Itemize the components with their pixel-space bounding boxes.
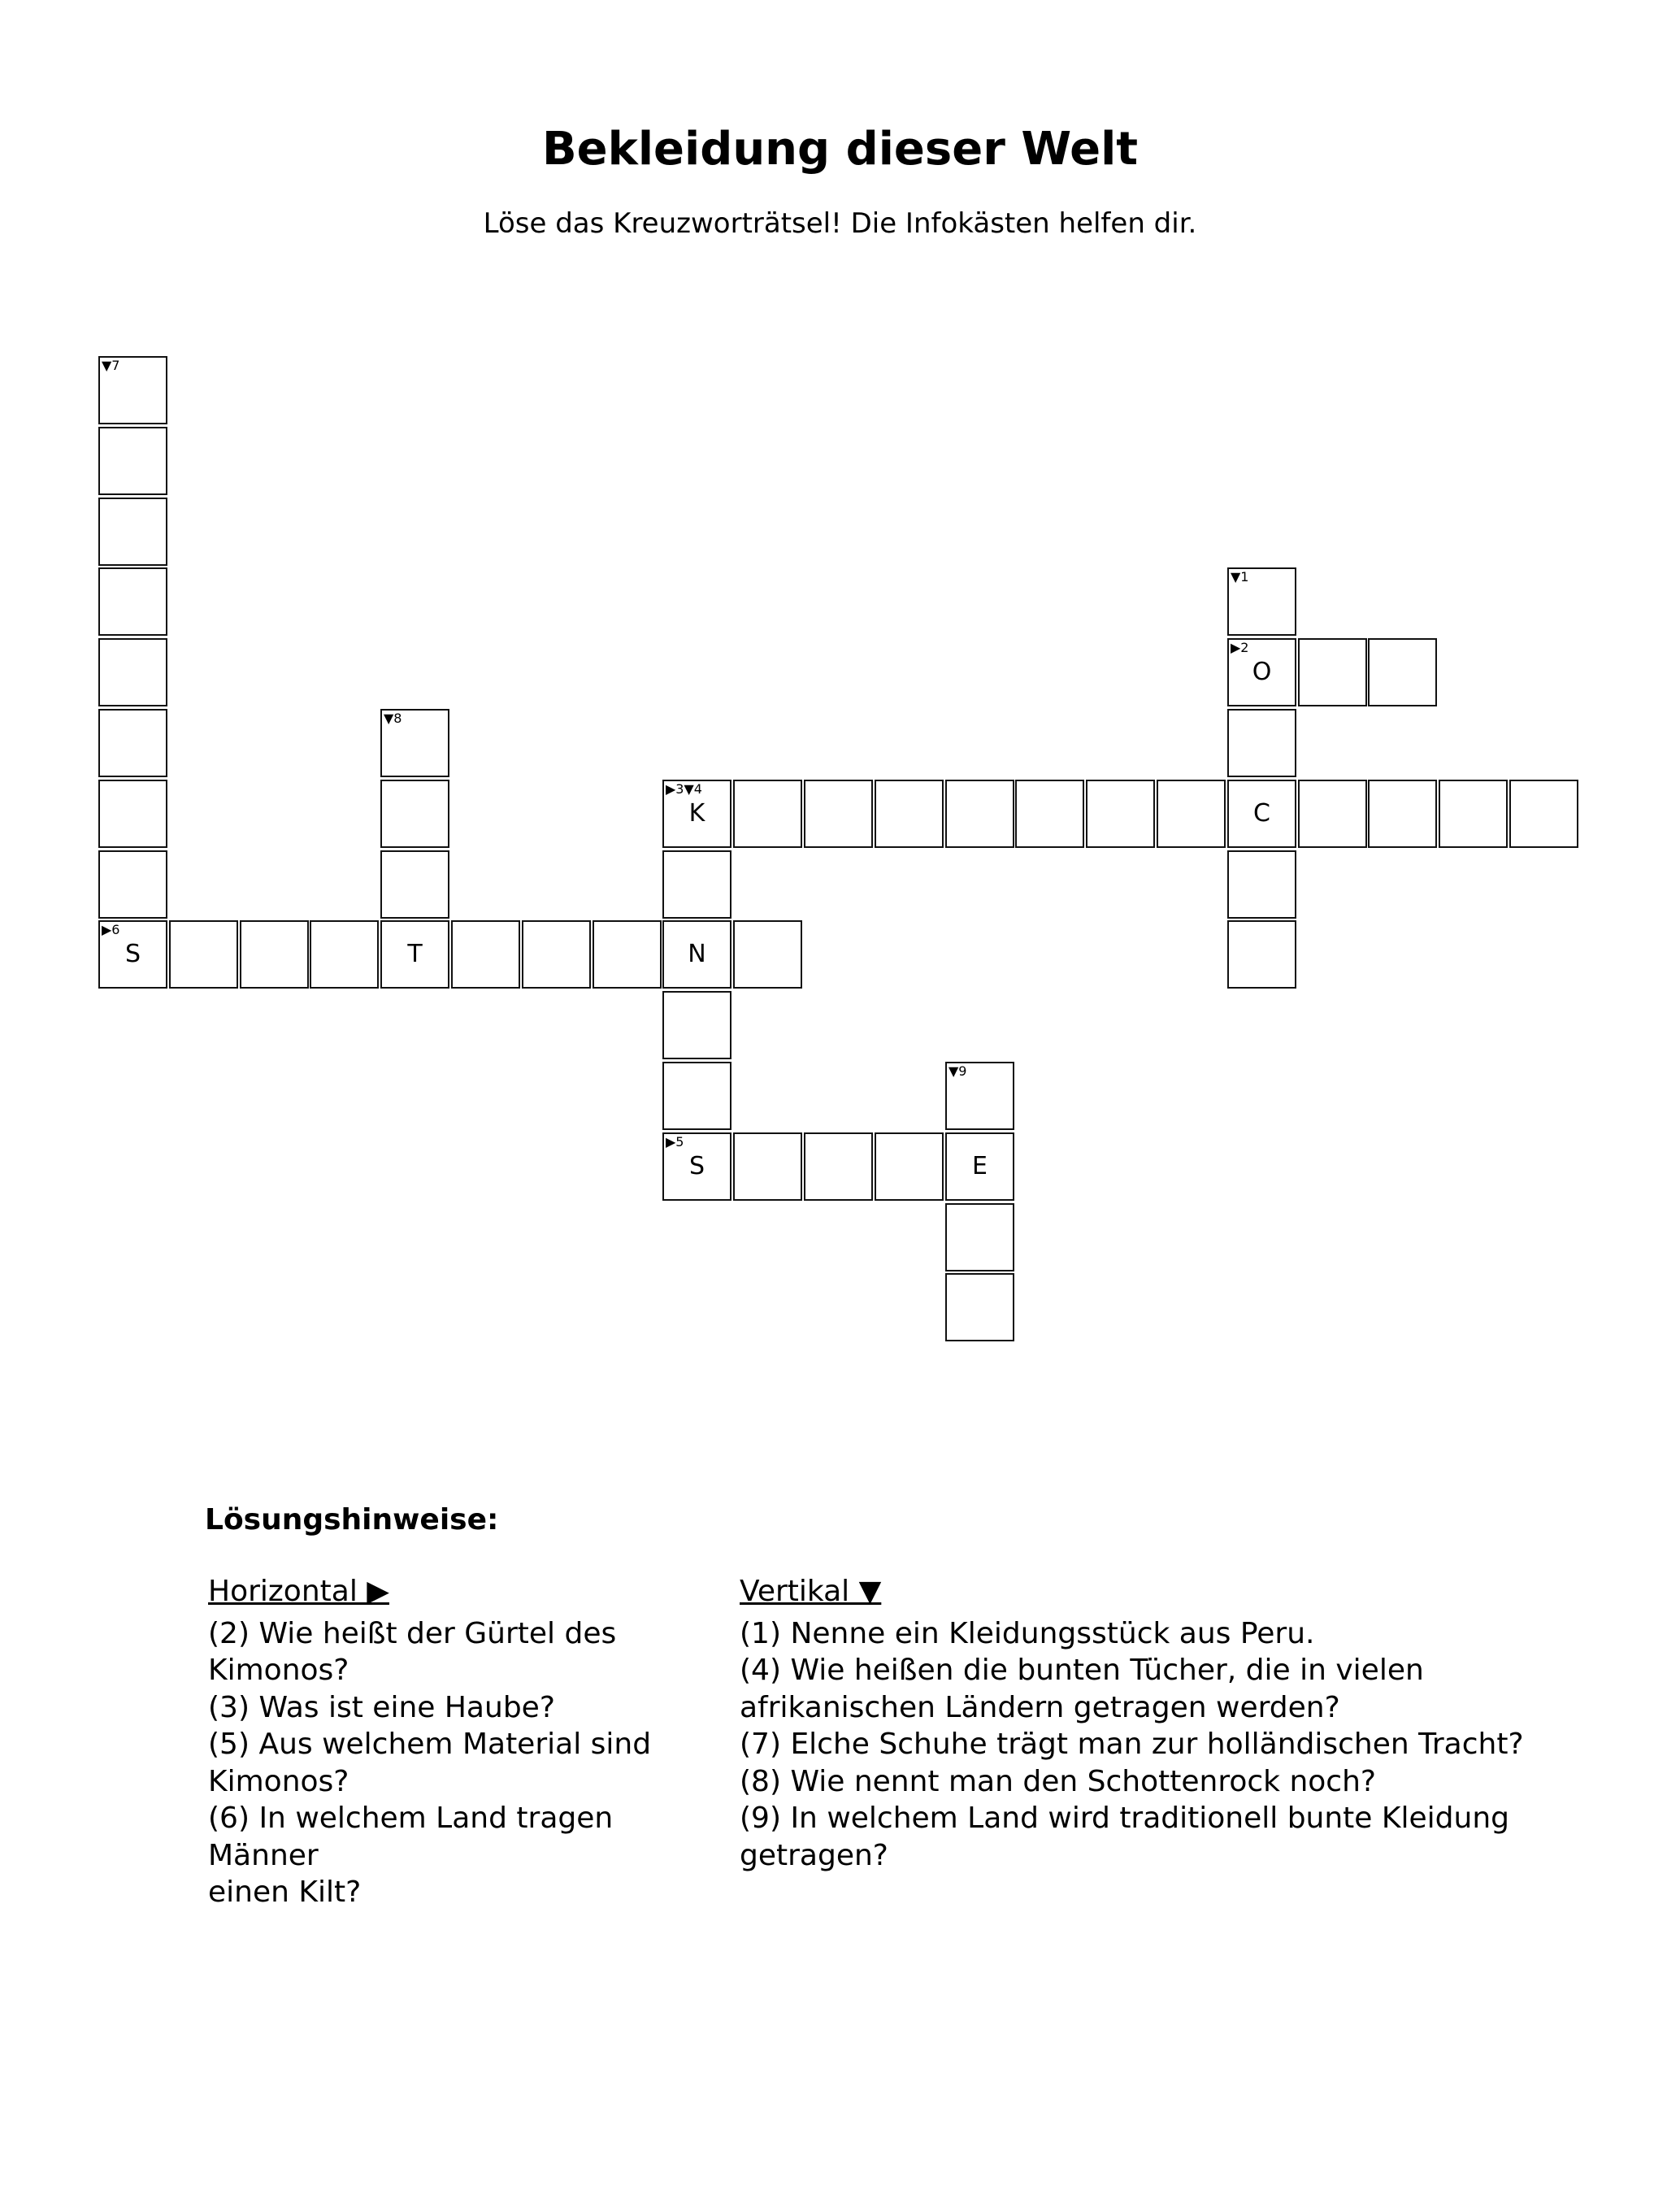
crossword-cell[interactable] xyxy=(945,1132,1014,1201)
clue-number: ▶3▼4 xyxy=(666,781,702,797)
crossword-cell[interactable] xyxy=(662,991,731,1059)
crossword-cell[interactable] xyxy=(98,498,167,566)
cell-letter: S xyxy=(688,1152,705,1180)
crossword-cell[interactable] xyxy=(1368,780,1437,848)
crossword-cell[interactable] xyxy=(98,567,167,636)
cell-letter: C xyxy=(1253,799,1270,828)
crossword-cell[interactable] xyxy=(1227,638,1296,706)
cell-letter: S xyxy=(124,940,141,968)
crossword-cell[interactable] xyxy=(1509,780,1578,848)
clue-number: ▶6 xyxy=(102,922,120,937)
clue-number: ▶2 xyxy=(1231,640,1249,655)
crossword-cell[interactable] xyxy=(1298,638,1367,706)
cell-letter: O xyxy=(1252,658,1272,686)
crossword-cell[interactable] xyxy=(875,780,944,848)
clue-line: (2) Wie heißt der Gürtel des xyxy=(208,1616,617,1650)
crossword-cell[interactable] xyxy=(310,920,379,989)
crossword-cell[interactable] xyxy=(98,850,167,919)
crossword-cell[interactable] xyxy=(1227,920,1296,989)
crossword-cell[interactable] xyxy=(662,780,731,848)
crossword-cell[interactable] xyxy=(169,920,238,989)
crossword-cell[interactable] xyxy=(662,1062,731,1130)
crossword-cell[interactable] xyxy=(522,920,591,989)
crossword-cell[interactable] xyxy=(733,920,802,989)
clue-number: ▼7 xyxy=(102,358,120,373)
clue-line: (7) Elche Schuhe trägt man zur holländischen Tracht? xyxy=(740,1728,1524,1761)
crossword-cell[interactable] xyxy=(98,709,167,777)
crossword-cell[interactable] xyxy=(662,920,731,989)
crossword-cell[interactable] xyxy=(733,780,802,848)
clue-number: ▼1 xyxy=(1231,569,1249,585)
crossword-cell[interactable] xyxy=(98,920,167,989)
clue-line: Kimonos? xyxy=(208,1764,349,1798)
clue-line: (6) In welchem Land tragen Männer xyxy=(208,1802,614,1872)
crossword-cell[interactable] xyxy=(662,850,731,919)
cell-letter: N xyxy=(688,940,706,968)
crossword-cell[interactable] xyxy=(945,1273,1014,1341)
crossword-cell[interactable] xyxy=(1227,780,1296,848)
clue-number: ▶5 xyxy=(666,1134,684,1150)
cell-letter: K xyxy=(688,799,705,828)
crossword-cell[interactable] xyxy=(240,920,309,989)
horizontal-clues xyxy=(208,1573,728,1911)
crossword-cell[interactable] xyxy=(98,638,167,706)
crossword-cell[interactable] xyxy=(98,427,167,495)
crossword-cell[interactable] xyxy=(1227,567,1296,636)
crossword-cell[interactable] xyxy=(451,920,520,989)
crossword-cell[interactable] xyxy=(98,356,167,424)
crossword-cell[interactable] xyxy=(1298,780,1367,848)
crossword-cell[interactable] xyxy=(1086,780,1155,848)
horizontal-clues-title: Horizontal ▶ xyxy=(208,1575,389,1608)
page-title: Bekleidung dieser Welt xyxy=(541,123,1139,176)
crossword-cell[interactable] xyxy=(380,850,449,919)
crossword-cell[interactable] xyxy=(875,1132,944,1201)
clue-line: getragen? xyxy=(740,1838,888,1872)
crossword-cell[interactable] xyxy=(1015,780,1084,848)
crossword-cell[interactable] xyxy=(1227,709,1296,777)
crossword-cell[interactable] xyxy=(380,709,449,777)
clue-line: Kimonos? xyxy=(208,1654,349,1687)
clue-number: ▼9 xyxy=(949,1063,967,1079)
crossword-cell[interactable] xyxy=(945,1203,1014,1271)
crossword-cell[interactable] xyxy=(733,1132,802,1201)
hints-heading: Lösungshinweise: xyxy=(205,1503,499,1536)
crossword-cell[interactable] xyxy=(1368,638,1437,706)
clue-number: ▼8 xyxy=(384,711,402,726)
clue-line: (9) In welchem Land wird traditionell bunte Kleidung xyxy=(740,1802,1509,1835)
crossword-cell[interactable] xyxy=(1439,780,1508,848)
crossword-cell[interactable] xyxy=(804,1132,873,1201)
crossword-cell[interactable] xyxy=(945,780,1014,848)
clue-line: (3) Was ist eine Haube? xyxy=(208,1690,555,1724)
clue-line: (4) Wie heißen die bunten Tücher, die in vielen xyxy=(740,1654,1424,1687)
crossword-cell[interactable] xyxy=(593,920,662,989)
clue-line: (8) Wie nennt man den Schottenrock noch? xyxy=(740,1764,1376,1798)
page-subtitle: Löse das Kreuzworträtsel! Die Infokästen helfen dir. xyxy=(483,207,1197,240)
crossword-cell[interactable] xyxy=(662,1132,731,1201)
crossword-cell[interactable] xyxy=(1227,850,1296,919)
crossword-cell[interactable] xyxy=(98,780,167,848)
clue-line: afrikanischen Ländern getragen werden? xyxy=(740,1690,1340,1724)
cell-letter: T xyxy=(407,940,423,968)
crossword-cell[interactable] xyxy=(945,1062,1014,1130)
crossword-cell[interactable] xyxy=(1157,780,1226,848)
crossword-cell[interactable] xyxy=(804,780,873,848)
clue-line: (1) Nenne ein Kleidungsstück aus Peru. xyxy=(740,1616,1315,1650)
cell-letter: E xyxy=(972,1152,988,1180)
vertical-clues-title: Vertikal ▼ xyxy=(740,1575,882,1608)
clue-line: einen Kilt? xyxy=(208,1876,362,1909)
crossword-cell[interactable] xyxy=(380,780,449,848)
clue-line: (5) Aus welchem Material sind xyxy=(208,1728,652,1761)
crossword-cell[interactable] xyxy=(380,920,449,989)
vertical-clues xyxy=(740,1573,1561,1874)
